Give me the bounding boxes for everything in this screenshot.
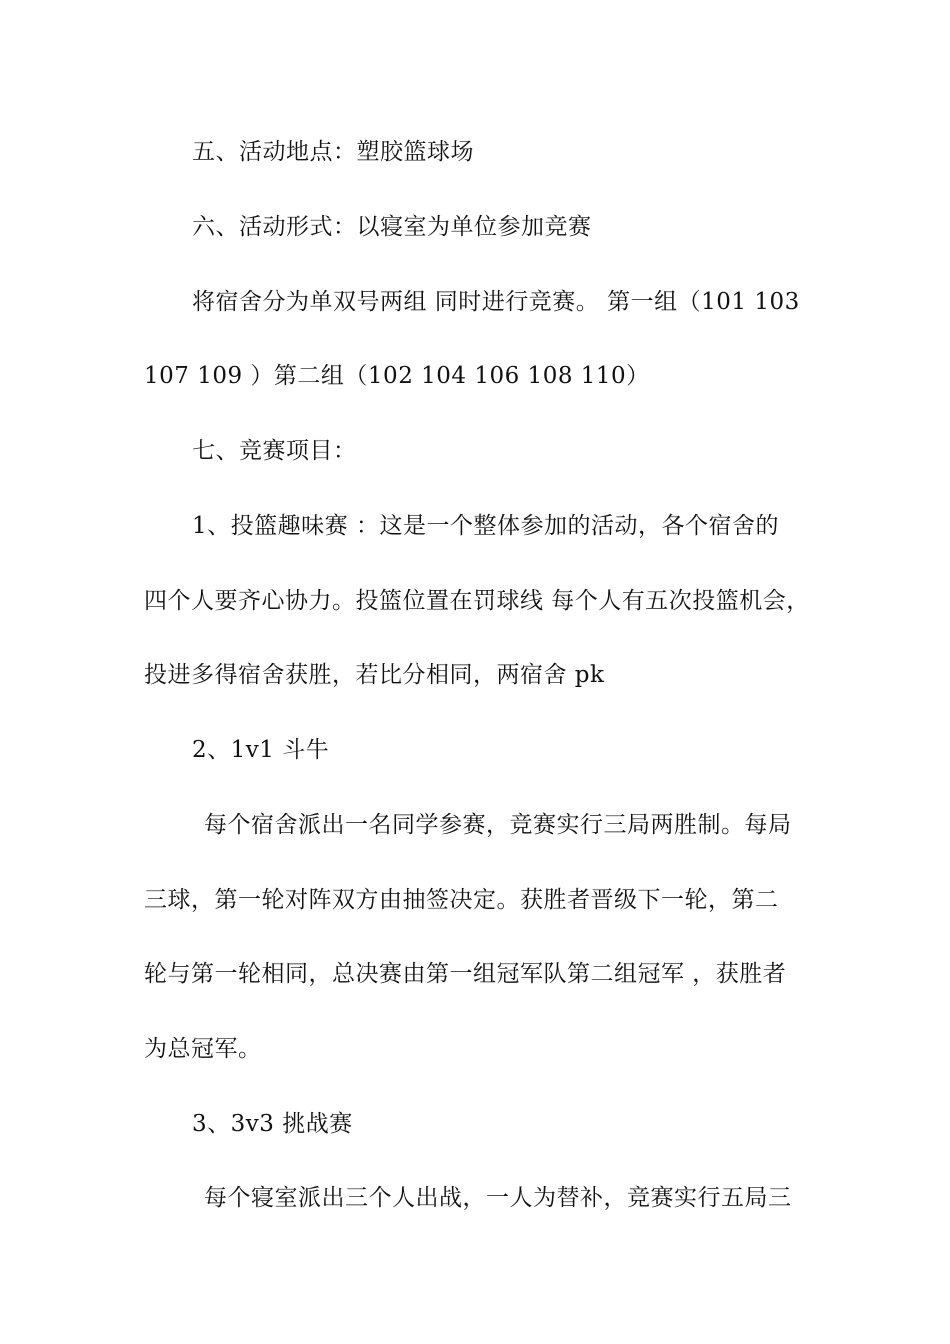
event-2-line-4: 为总冠军。 [144,1036,262,1062]
section-6-format: 六、活动形式：以寝室为单位参加竞赛 [192,214,592,240]
event-3-heading: 3、3v3 挑战赛 [192,1111,353,1137]
event-2-line-1: 每个宿舍派出一名同学参赛，竞赛实行三局两胜制。每局 [204,812,792,838]
section-5-location: 五、活动地点：塑胶篮球场 [192,139,474,165]
group-description-line-2: 107 109 ）第二组（102 104 106 108 110） [144,363,650,389]
event-1-line-3: 投进多得宿舍获胜，若比分相同，两宿舍 pk [144,662,605,688]
event-1-line-2: 四个人要齐心协力。投篮位置在罚球线 每个人有五次投篮机会， [144,588,810,614]
event-2-line-2: 三球，第一轮对阵双方由抽签决定。获胜者晋级下一轮，第二 [144,887,779,913]
event-2-heading: 2、1v1 斗牛 [192,737,330,763]
event-1-line-1: 1、投篮趣味赛 ：这是一个整体参加的活动，各个宿舍的 [192,513,779,539]
event-3-line-1: 每个寝室派出三个人出战，一人为替补，竞赛实行五局三 [204,1185,792,1211]
event-2-line-3: 轮与第一轮相同，总决赛由第一组冠军队第二组冠军 ，获胜者 [144,961,787,987]
group-description-line-1: 将宿舍分为单双号两组 同时进行竞赛。 第一组（101 103 [192,289,800,315]
section-7-events-heading: 七、竞赛项目： [192,438,357,464]
